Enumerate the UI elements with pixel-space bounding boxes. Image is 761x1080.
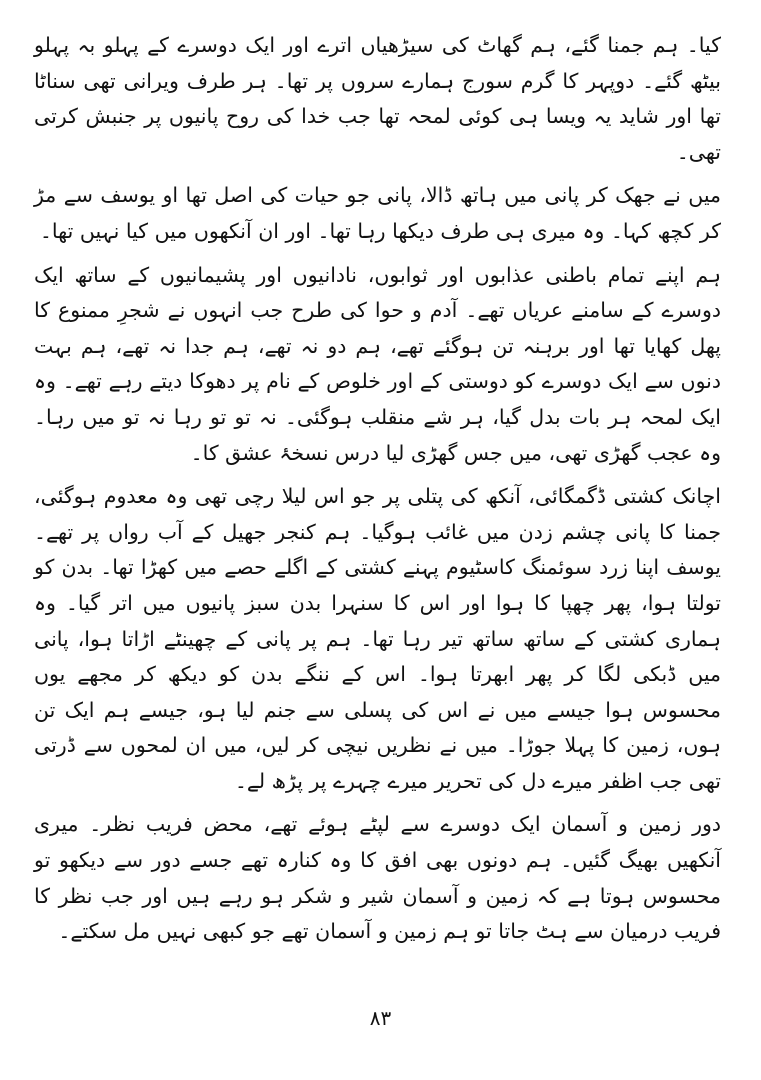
page-body-text [34, 28, 721, 950]
paragraph: اچانک کشتی ڈگمگائی، آنکھ کی پتلی پر جو اس لیلا رچی تھی وہ معدوم ہوگئی، جمنا کا پانی چشم زدن میں غائب ہوگیا۔ ہم کنجر جھیل کے آب رواں پر تھے۔ یوسف اپنا زرد سوئمنگ کاسٹیوم پہنے کشتی کے اگلے حصے میں کھڑا تھا۔ بدن کو تولتا ہوا، پھر چھپا کا ہوا اور اس کا سنہرا بدن سبز پانیوں میں اتر گیا۔ وہ ہماری کشتی کے ساتھ ساتھ تیر رہا تھا۔ ہم پر پانی کے چھینٹے اڑاتا ہوا، پانی میں ڈبکی لگا کر پھر ابھرتا ہوا۔ اس کے ننگے بدن کو دیکھ کر مجھے یوں محسوس ہوا جیسے میں نے اس کی پسلی سے جنم لیا ہو، جیسے ہم ایک تن ہوں، زمین کا پہلا جوڑا۔ میں نے نظریں نیچی کر لیں، میں ان لمحوں سے ڈرتی تھی جب اظفر میرے دل کی تحریر میرے چہرے پر پڑھ لے۔ [34, 484, 721, 793]
paragraph: کیا۔ ہم جمنا گئے، ہم گھاٹ کی سیڑھیاں اترے اور ایک دوسرے کے پہلو بہ پہلو بیٹھ گئے۔ دوپہر کا گرم سورج ہمارے سروں پر تھا۔ ہر طرف ویرانی تھی سناٹا تھا اور شاید یہ ویسا ہی کوئی لمحہ تھا جب خدا کی روح پانیوں پر جنبش کرتی تھی۔ [34, 33, 721, 164]
paragraph: دور زمین و آسمان ایک دوسرے سے لپٹے ہوئے تھے، محض فریب نظر۔ میری آنکھیں بھیگ گئیں۔ ہم دونوں بھی افق کا وہ کنارہ تھے جسے دور سے دیکھو تو محسوس ہوتا ہے کہ زمین و آسمان شیر و شکر ہو رہے ہیں اور جب نظر کا فریب درمیان سے ہٹ جاتا تو ہم زمین و آسمان تھے جو کبھی نہیں مل سکتے۔ [34, 812, 721, 944]
paragraph: ہم اپنے تمام باطنی عذابوں اور ثوابوں، نادانیوں اور پشیمانیوں کے ساتھ ایک دوسرے کے سامنے عریاں تھے۔ آدم و حوا کی طرح جب انہوں نے شجرِ ممنوع کا پھل کھایا تھا اور برہنہ تن ہوگئے تھے، ہم دو نہ تھے، ہم جدا نہ تھے، ہم بہت دنوں سے ایک دوسرے کو دوستی کے اور خلوص کے نام پر دھوکا دیتے رہے تھے۔ وہ ایک لمحہ ہر بات بدل گیا، ہر شے منقلب ہوگئی۔ نہ تو تو رہا نہ تو میں رہا۔ وہ عجب گھڑی تھی، میں جس گھڑی لیا درس نسخۂ عشق کا۔ [34, 262, 721, 465]
page-number: ۸۳ [369, 1006, 392, 1030]
paragraph: میں نے جھک کر پانی میں ہاتھ ڈالا، پانی جو حیات کی اصل تھا او یوسف سے مڑ کر کچھ کہا۔ وہ میری ہی طرف دیکھا رہا تھا۔ اور ان آنکھوں میں کیا نہیں تھا۔ [34, 183, 721, 243]
